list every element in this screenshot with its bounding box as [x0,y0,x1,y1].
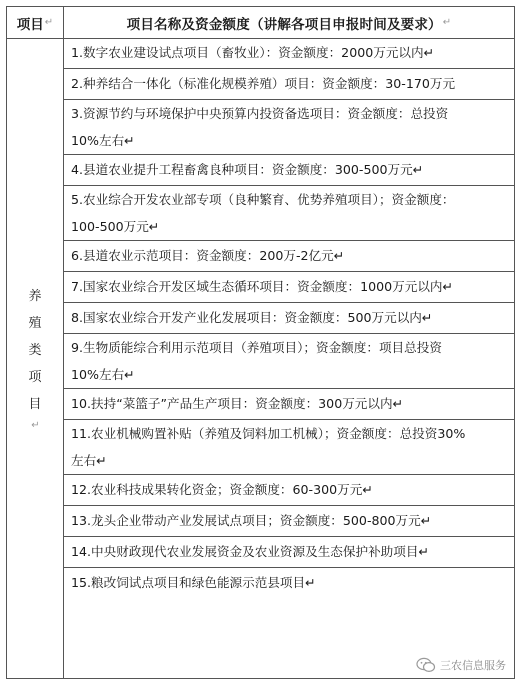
category-char: 类 [28,343,42,358]
row-text: 10%左右↵ [71,367,135,382]
category-cell [7,38,64,678]
table-row [64,389,514,420]
return-mark: ↵ [442,17,452,28]
table-row [64,303,514,334]
category-char: 养 [28,289,42,304]
table-row [64,69,514,100]
table-row [64,420,514,475]
row-text: 2.种养结合一体化（标准化规模养殖）项目：资金额度：30-170万元 [71,76,456,91]
row-text: 4.县道农业提升工程畜禽良种项目：资金额度：300-500万元↵ [71,162,424,177]
return-mark: ↵ [44,17,54,28]
row-text: 100-500万元↵ [71,219,160,234]
row-text: 11.农业机械购置补贴（养殖及饲料加工机械）；资金额度：总投资30% [71,426,466,441]
table-header [7,7,514,39]
table-row [64,186,514,241]
header-project [7,7,64,38]
row-text: 9.生物质能综合利用示范项目（养殖项目）；资金额度：项目总投资 [71,340,442,355]
table-row [64,100,514,155]
table-row [64,334,514,389]
row-text: 1.数字农业建设试点项目（畜牧业）：资金额度：2000万元以内↵ [71,45,435,60]
row-text: 15.粮改饲试点项目和绿色能源示范县项目↵ [71,575,316,590]
watermark-text: 三农信息服务 [440,659,506,672]
return-mark: ↵ [31,420,40,431]
funding-table [6,6,515,679]
category-char: 项 [28,370,42,385]
row-text: 7.国家农业综合开发区域生态循环项目：资金额度：1000万元以内↵ [71,279,454,294]
table-row [64,537,514,568]
category-char: 目 [28,397,42,412]
table-row [64,506,514,537]
row-text: 12.农业科技成果转化资金；资金额度：60-300万元↵ [71,482,373,497]
table-row [64,272,514,303]
row-text: 10%左右↵ [71,133,135,148]
table-row [64,241,514,272]
row-text: 10.扶持“菜篮子”产品生产项目：资金额度：300万元以内↵ [71,396,404,411]
category-label [28,285,41,431]
table-row [64,475,514,506]
table-row [64,155,514,186]
row-text: 8.国家农业综合开发产业化发展项目：资金额度：500万元以内↵ [71,310,433,325]
header-name-funding [64,7,514,38]
category-char: 殖 [28,316,42,331]
wechat-icon [416,657,436,673]
row-text: 3.资源节约与环境保护中央预算内投资备选项目：资金额度：总投资 [71,106,449,121]
header-name-funding-label: 项目名称及资金额度（讲解各项目申报时间及要求） [126,16,442,33]
header-project-label: 项目 [16,16,44,33]
row-text: 左右↵ [71,453,107,468]
row-text: 6.县道农业示范项目：资金额度：200万-2亿元↵ [71,248,345,263]
table-row [64,568,514,599]
row-text: 14.中央财政现代农业发展资金及农业资源及生态保护补助项目↵ [71,544,430,559]
watermark [413,656,509,674]
project-rows [64,38,514,678]
table-row [64,38,514,69]
row-text: 5.农业综合开发农业部专项（良种繁育、优势养殖项目）；资金额度： [71,192,455,207]
row-text: 13.龙头企业带动产业发展试点项目；资金额度：500-800万元↵ [71,513,432,528]
